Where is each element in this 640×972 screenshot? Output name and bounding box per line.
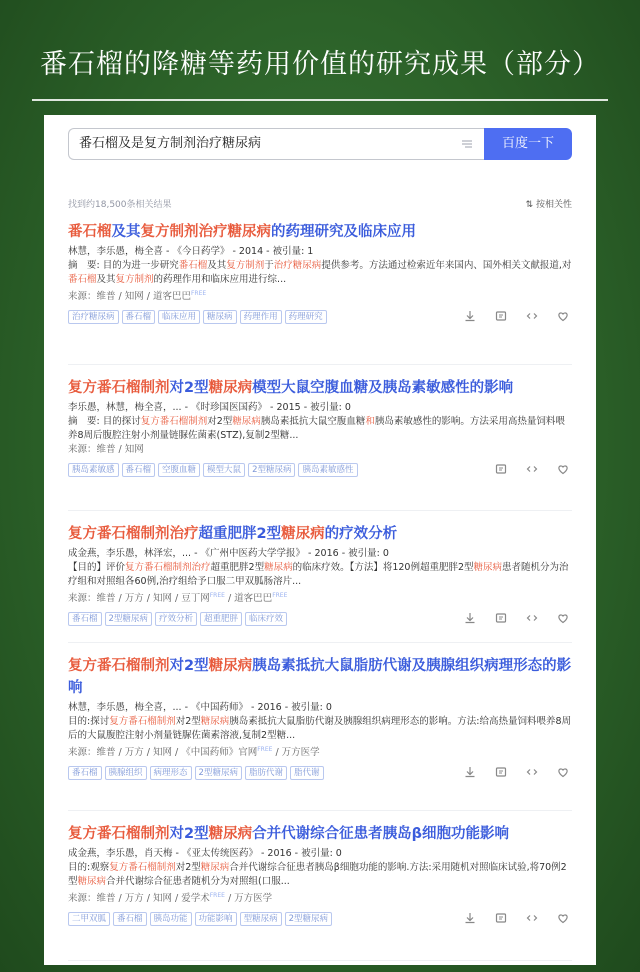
keyword-tag[interactable]: 胰岛素敏感 <box>68 463 119 477</box>
result-source <box>68 889 572 906</box>
snippet-segment: 复方番石榴制剂 <box>109 862 176 873</box>
keyword-tag[interactable]: 型糖尿病 <box>240 912 282 926</box>
keyword-tag[interactable]: 番石榴 <box>68 612 102 626</box>
link-icon[interactable] <box>523 307 541 325</box>
result-source <box>68 743 572 760</box>
keyword-tag[interactable]: 空腹血糖 <box>158 463 200 477</box>
keyword-tag[interactable]: 番石榴 <box>68 766 102 780</box>
snippet-segment: 及其 <box>207 260 227 271</box>
cite-icon[interactable] <box>492 763 510 781</box>
result-snippet <box>68 415 572 443</box>
favorite-icon[interactable] <box>554 763 572 781</box>
keyword-tag[interactable]: 胰岛素敏感性 <box>298 463 357 477</box>
result-actions <box>479 460 572 478</box>
snippet-segment: 超重肥胖2型 <box>210 562 265 573</box>
title-segment: 模型大鼠空腹血糖及胰岛素敏感性的影响 <box>252 380 514 396</box>
snippet-segment: 及其 <box>96 274 116 285</box>
result-snippet <box>68 861 572 889</box>
results-list <box>68 219 572 961</box>
source-tail[interactable]: / 万方医学 <box>272 747 320 759</box>
source-list[interactable]: 来源：维普 / 万方 / 知网 / 豆丁网 <box>68 593 210 605</box>
title-segment: 的药理研究及临床应用 <box>271 224 416 240</box>
cite-icon[interactable] <box>492 909 510 927</box>
snippet-segment: 患者随机分为治疗组和对照组各60例,治疗组给予口服二甲双胍肠溶片... <box>68 562 569 587</box>
title-segment: 番石榴 <box>68 224 112 240</box>
result-title-link[interactable] <box>68 219 572 243</box>
result-actions <box>448 609 572 627</box>
free-badge: FREE <box>209 892 225 899</box>
snippet-segment: 复方制剂 <box>226 260 265 271</box>
snippet-segment: 合并代谢综合征患者随机分为对照组(口服... <box>106 876 290 887</box>
snippet-segment: 的临床疗效。【方法】将120例超重肥胖2型 <box>292 562 474 573</box>
title-segment: 糖尿病 <box>208 826 253 842</box>
source-tail[interactable]: / 万方医学 <box>224 893 273 905</box>
result-snippet <box>68 715 572 743</box>
snippet-segment: 于 <box>264 260 274 271</box>
title-segment: 复方番石榴制剂 <box>68 658 170 674</box>
keyword-tag[interactable]: 胰腺组织 <box>105 766 147 780</box>
result-actions <box>448 909 572 927</box>
keyword-tags <box>68 463 572 485</box>
result-count: 找到约18,500条相关结果 <box>68 200 172 210</box>
keyword-tag[interactable]: 番石榴 <box>113 912 147 926</box>
snippet-segment: 和 <box>365 416 375 427</box>
favorite-icon[interactable] <box>554 307 572 325</box>
snippet-segment: 复方番石榴制剂 <box>109 716 176 727</box>
result-snippet <box>68 259 572 287</box>
title-divider <box>32 99 608 101</box>
keyword-tag[interactable]: 超重肥胖 <box>200 612 242 626</box>
cite-icon[interactable] <box>492 307 510 325</box>
free-badge: FREE <box>190 290 207 297</box>
snippet-segment: 治疗糖尿病 <box>273 260 322 271</box>
keyword-tag[interactable]: 2型糖尿病 <box>105 612 152 626</box>
slide-title: 番石榴的降糖等药用价值的研究成果（部分） <box>40 49 600 80</box>
keyword-tag[interactable]: 疗效分析 <box>155 612 197 626</box>
title-segment: 糖尿病 <box>208 658 253 674</box>
keyword-tag[interactable]: 临床应用 <box>158 310 200 324</box>
favorite-icon[interactable] <box>554 460 572 478</box>
snippet-segment: 番石榴 <box>68 274 97 285</box>
snippet-segment: 的药理作用和临床应用进行综... <box>153 274 287 285</box>
snippet-segment: 复方番石榴制剂 <box>140 416 208 427</box>
snippet-segment: 糖尿病 <box>232 416 261 427</box>
snippet-segment: 对2型 <box>175 862 201 873</box>
search-bar <box>68 128 572 160</box>
title-segment: 超重肥胖2型 <box>198 526 282 542</box>
result-source <box>68 443 572 457</box>
search-results-screenshot <box>44 115 596 965</box>
snippet-segment: 糖尿病 <box>264 562 293 573</box>
title-segment: 合并代谢综合征患者胰岛β细胞功能影响 <box>252 826 509 842</box>
keyword-tag[interactable]: 2型糖尿病 <box>248 463 295 477</box>
keyword-tag[interactable]: 2型糖尿病 <box>195 766 242 780</box>
keyword-tag[interactable]: 糖尿病 <box>203 310 237 324</box>
keyword-tag[interactable]: 番石榴 <box>122 310 156 324</box>
snippet-segment: 对2型 <box>175 716 201 727</box>
download-icon[interactable] <box>461 307 479 325</box>
search-result <box>68 643 572 811</box>
download-icon[interactable] <box>461 909 479 927</box>
keyword-tag[interactable]: 2型糖尿病 <box>285 912 332 926</box>
source-tail[interactable]: / 道客巴巴 <box>224 593 273 605</box>
source-list[interactable]: 来源：维普 / 知网 / 道客巴巴 <box>68 291 191 303</box>
result-actions <box>448 763 572 781</box>
title-segment: 糖尿病 <box>208 380 253 396</box>
snippet-segment: 提供参考。方法通过检索近年来国内、国外相关文献报道,对 <box>321 260 572 271</box>
search-button[interactable]: 百度一下 <box>484 128 572 160</box>
snippet-segment: 糖尿病 <box>473 562 503 573</box>
result-actions <box>448 307 572 325</box>
keyword-tags <box>68 612 572 634</box>
sort-icon: ⇅ <box>525 200 534 210</box>
result-title-link[interactable] <box>68 821 572 845</box>
result-title-link[interactable] <box>68 521 572 545</box>
search-input[interactable]: 番石榴及是复方制剂治疗糖尿病 <box>68 128 484 160</box>
snippet-segment: 摘 要: 目的探讨 <box>68 416 141 427</box>
snippet-segment: 复方番石榴制剂治疗 <box>125 562 211 573</box>
link-icon[interactable] <box>523 763 541 781</box>
snippet-segment: 番石榴 <box>178 260 208 271</box>
search-result <box>68 511 572 643</box>
download-icon[interactable] <box>461 609 479 627</box>
keyword-tag[interactable]: 药理研究 <box>285 310 327 324</box>
snippet-segment: 合并代谢综合征患者胰岛β细胞功能的影响.方法:采用随机对照临床试验,将70例2型 <box>68 862 567 887</box>
keyword-tag[interactable]: 二甲双胍 <box>68 912 110 926</box>
snippet-segment: 摘 要: 目的为进一步研究 <box>68 260 179 271</box>
keyword-tag[interactable]: 模型大鼠 <box>203 463 245 477</box>
result-title-link[interactable] <box>68 653 572 699</box>
title-segment: 复方番石榴制剂治疗 <box>68 526 199 542</box>
title-segment: 复方番石榴制剂 <box>68 826 170 842</box>
sort-label: 按相关性 <box>535 200 572 210</box>
snippet-segment: 对2型 <box>207 416 233 427</box>
result-meta <box>68 197 572 211</box>
keyword-tag[interactable]: 临床疗效 <box>245 612 287 626</box>
title-segment: 对2型 <box>169 658 209 674</box>
keyword-tag[interactable]: 番石榴 <box>122 463 156 477</box>
source-list[interactable]: 来源：维普 / 知网 <box>68 444 144 455</box>
snippet-segment: 胰岛素敏感性的影响。方法采用高热量饲料喂养8周后腹腔注射小剂量链脲佐菌素(STZ),复制2型糖... <box>68 416 565 441</box>
result-title-link[interactable] <box>68 375 572 399</box>
keyword-tag[interactable]: 胰岛功能 <box>150 912 192 926</box>
snippet-segment: 胰岛素抵抗大鼠空腹血糖 <box>260 416 366 427</box>
snippet-segment: 糖尿病 <box>77 876 107 887</box>
source-list[interactable]: 来源：维普 / 万方 / 知网 / 《中国药师》官网 <box>68 747 258 759</box>
keyword-tag[interactable]: 脂肪代谢 <box>245 766 287 780</box>
snippet-segment: 【目的】评价 <box>68 562 126 573</box>
link-icon[interactable] <box>523 609 541 627</box>
snippet-segment: 目的:探讨 <box>68 716 110 727</box>
cite-icon[interactable] <box>492 460 510 478</box>
search-result <box>68 219 572 365</box>
result-snippet <box>68 561 572 589</box>
result-authors: 李乐愚，林慧，梅全喜，... - 《时珍国医国药》 - 2015 - 被引量: 0 <box>68 402 351 413</box>
keyword-tags <box>68 766 572 788</box>
favorite-icon[interactable] <box>554 909 572 927</box>
keyword-tag[interactable]: 功能影响 <box>195 912 237 926</box>
favorite-icon[interactable] <box>554 609 572 627</box>
camera-icon[interactable] <box>460 137 474 151</box>
keyword-tag[interactable]: 病理形态 <box>150 766 192 780</box>
keyword-tag[interactable]: 药理作用 <box>240 310 282 324</box>
free-badge: FREE <box>272 592 288 599</box>
keyword-tag[interactable]: 治疗糖尿病 <box>68 310 119 324</box>
result-authors: 成金燕，李乐愚，肖天梅 - 《亚太传统医药》 - 2016 - 被引量: 0 <box>68 848 342 859</box>
title-segment: 胰岛素抵抗大鼠脂肪代谢及胰腺组织病理形态的影响 <box>68 658 572 696</box>
snippet-segment: 胰岛素抵抗大鼠脂肪代谢及胰腺组织病理形态的影响。方法:给高热量饲料喂养8周后的大鼠腹腔注射小剂量链脲佐菌素溶液,复制2型糖... <box>68 716 572 741</box>
sort-toggle[interactable] <box>526 197 572 210</box>
title-segment: 对2型 <box>169 826 209 842</box>
snippet-segment: 目的:观察 <box>68 862 110 873</box>
snippet-segment: 复方制剂 <box>115 274 154 285</box>
keyword-tags <box>68 912 572 934</box>
download-icon[interactable] <box>461 763 479 781</box>
title-segment: 糖尿病 <box>281 526 325 542</box>
title-segment: 对2型 <box>169 380 209 396</box>
keyword-tags <box>68 310 572 332</box>
link-icon[interactable] <box>523 909 541 927</box>
title-segment: 的疗效分析 <box>324 526 398 542</box>
title-segment: 复方制剂治疗糖尿病 <box>140 224 271 240</box>
result-authors: 林慧，李乐愚，梅全喜，... - 《中国药师》 - 2016 - 被引量: 0 <box>68 702 332 713</box>
snippet-segment: 糖尿病 <box>200 862 230 873</box>
cite-icon[interactable] <box>492 609 510 627</box>
link-icon[interactable] <box>523 460 541 478</box>
search-result <box>68 811 572 961</box>
title-segment: 复方番石榴制剂 <box>68 380 170 396</box>
search-result <box>68 365 572 511</box>
result-source <box>68 589 572 606</box>
source-list[interactable]: 来源：维普 / 万方 / 知网 / 爱学术 <box>68 893 210 905</box>
result-source <box>68 287 572 304</box>
title-segment: 及其 <box>111 224 141 240</box>
free-badge: FREE <box>209 592 225 599</box>
free-badge: FREE <box>257 746 273 753</box>
result-authors: 成金燕，李乐愚，林泽宏，... - 《广州中医药大学学报》 - 2016 - 被引量: 0 <box>68 548 389 559</box>
keyword-tag[interactable]: 脂代谢 <box>290 766 324 780</box>
snippet-segment: 糖尿病 <box>200 716 230 727</box>
result-authors: 林慧，李乐愚，梅全喜 - 《今日药学》 - 2014 - 被引量: 1 <box>68 246 314 257</box>
